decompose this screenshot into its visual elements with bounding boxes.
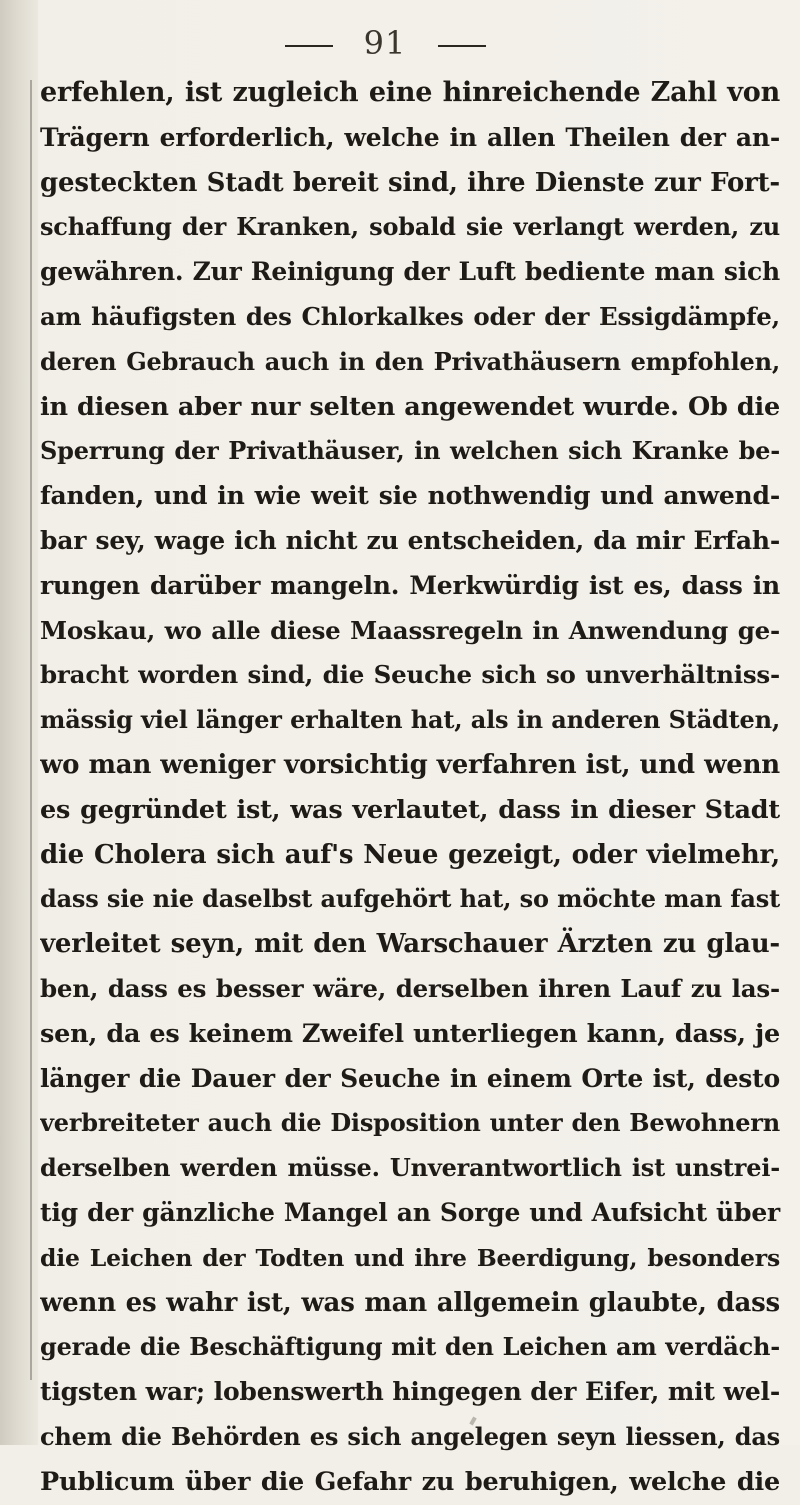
text-line: es gegründet ist, was verlautet, dass in dieser Stadt — [40, 794, 780, 825]
text-line: rungen darüber mangeln. Merkwürdig ist es, dass in — [40, 570, 780, 600]
text-line: schaffung der Kranken, sobald sie verlangt werden, zu — [40, 212, 780, 242]
text-line: die Cholera sich auf's Neue gezeigt, oder vielmehr, — [40, 839, 780, 870]
text-line: fanden, und in wie weit sie nothwendig und anwend- — [40, 481, 780, 511]
text-line: tig der gänzliche Mangel an Sorge und Aufsicht über — [40, 1197, 780, 1227]
text-line: Sperrung der Privathäuser, in welchen sich Kranke be- — [40, 436, 780, 466]
header-rule-left — [285, 45, 333, 47]
text-line: sen, da es keinem Zweifel unterliegen kann, dass, je — [40, 1018, 780, 1049]
text-line: tigsten war; lobenswerth hingegen der Eifer, mit wel- — [40, 1377, 780, 1407]
text-line: länger die Dauer der Seuche in einem Orte ist, desto — [40, 1063, 780, 1093]
body-text — [40, 71, 800, 1505]
text-line: chem die Behörden es sich angelegen seyn liessen, das — [40, 1421, 780, 1451]
text-line: die Leichen der Todten und ihre Beerdigung, besonders — [40, 1243, 780, 1272]
text-line: bracht worden sind, die Seuche sich so unverhältniss- — [40, 660, 780, 690]
text-line: erfehlen, ist zugleich eine hinreichende Zahl von — [40, 77, 780, 108]
text-line: deren Gebrauch auch in den Privathäusern empfohlen, — [40, 346, 780, 376]
header-rule-right — [438, 45, 486, 47]
text-line: Publicum über die Gefahr zu beruhigen, welche die — [40, 1466, 780, 1497]
text-line: verleitet seyn, mit den Warschauer Ärzten zu glau- — [40, 929, 780, 960]
text-line: derselben werden müsse. Unverantwortlich ist unstrei- — [40, 1153, 780, 1183]
text-line: Trägern erforderlich, welche in allen Theilen der an- — [40, 122, 780, 152]
text-line: am häufigsten des Chlorkalkes oder der Essigdämpfe, — [40, 301, 780, 331]
text-line: wenn es wahr ist, was man allgemein glaubte, dass — [40, 1287, 780, 1318]
text-line: verbreiteter auch die Disposition unter den Bewohnern — [40, 1108, 780, 1138]
text-line: bar sey, wage ich nicht zu entscheiden, da mir Erfah- — [40, 525, 780, 555]
text-line: wo man weniger vorsichtig verfahren ist, und wenn — [40, 749, 780, 780]
text-line: mässig viel länger erhalten hat, als in anderen Städten, — [40, 705, 780, 735]
page-header — [0, 20, 800, 70]
text-line: gewähren. Zur Reinigung der Luft bediente man sich — [40, 257, 780, 287]
text-line: in diesen aber nur selten angewendet wurde. Ob die — [40, 391, 780, 422]
text-line: dass sie nie daselbst aufgehört hat, so möchte man fast — [40, 884, 780, 914]
text-line: gesteckten Stadt bereit sind, ihre Dienste zur Fort- — [40, 167, 780, 198]
page-number: 91 — [363, 24, 407, 62]
text-line: gerade die Beschäftigung mit den Leichen am verdäch- — [40, 1332, 780, 1362]
text-line: ben, dass es besser wäre, derselben ihren Lauf zu las- — [40, 973, 780, 1003]
gutter-shadow — [30, 80, 32, 1380]
text-line: Moskau, wo alle diese Maassregeln in Anwendung ge- — [40, 615, 780, 645]
book-gutter — [0, 0, 38, 1445]
